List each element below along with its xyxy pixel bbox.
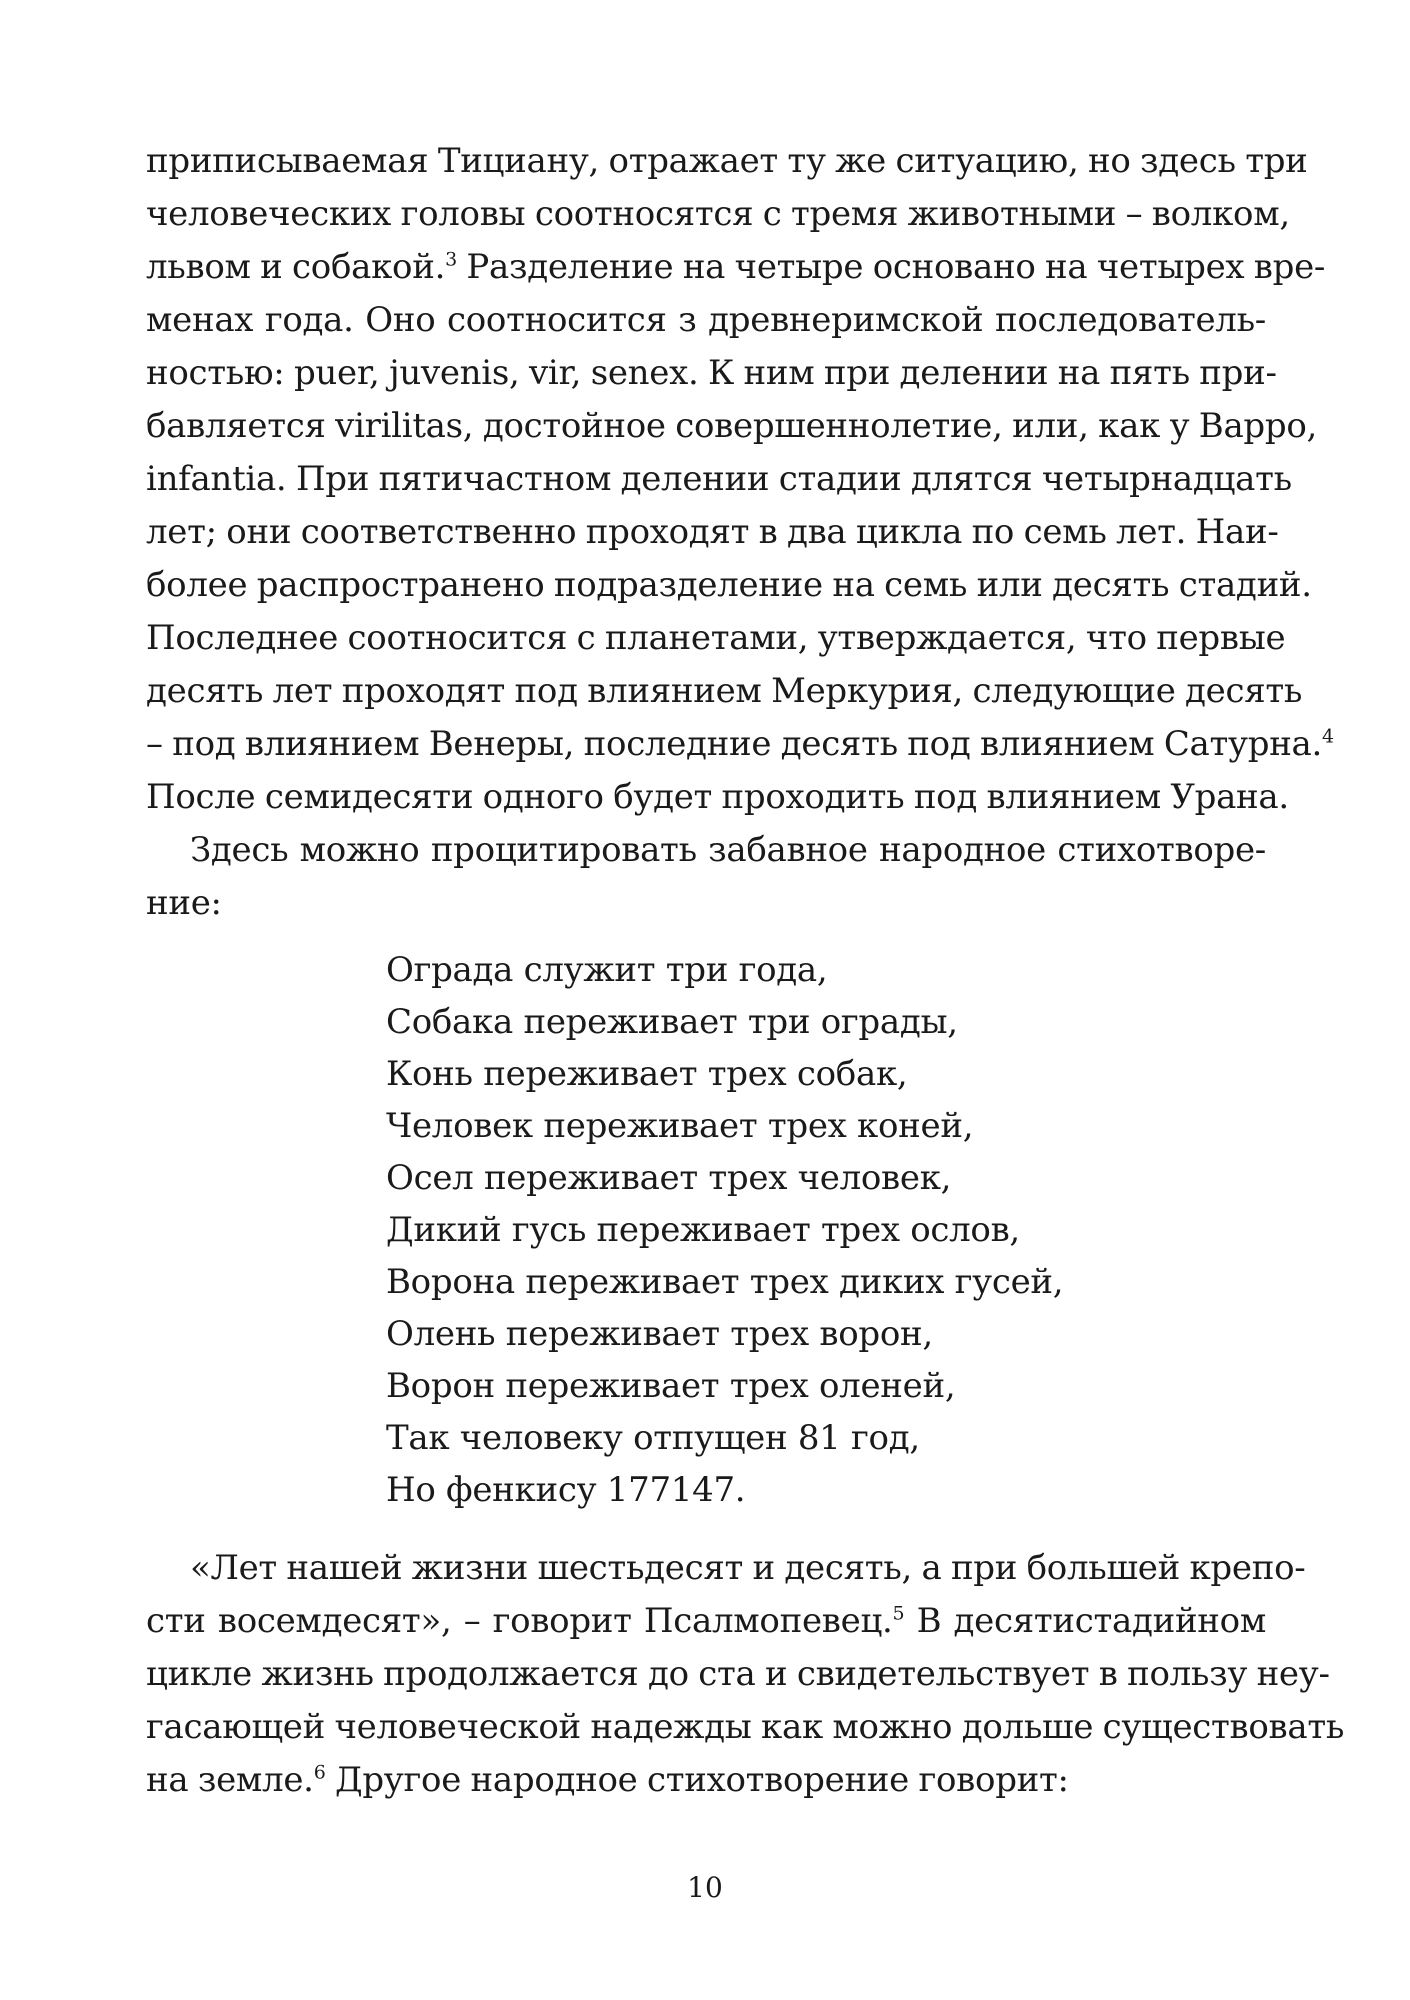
text-line: человеческих головы соотносятся с тремя животными – волком, [146,194,1290,234]
footnote-ref: 5 [892,1602,905,1625]
text-line: бавляется virilitas, достойное совершеннолетие, или, как у Варро, [146,406,1318,446]
text-line: Здесь можно процитировать забавное народное стихотворе- [190,830,1266,870]
text-fragment: – под влиянием Венеры, последние десять под влиянием Сатурна. [146,724,1323,764]
poem-line: Ограда служит три года, [386,950,828,990]
page-number: 10 [687,1871,723,1904]
text-line [146,1593,1266,1649]
text-line: цикле жизнь продолжается до ста и свидетельствует в пользу неу- [146,1654,1330,1694]
text-line: лет; они соответственно проходят в два цикла по семь лет. Наи- [146,512,1279,552]
text-line: более распространено подразделение на семь или десять стадий. [146,565,1312,605]
text-fragment: сти восемдесят», – говорит Псалмопевец. [146,1601,893,1641]
text-line [146,1752,1266,1808]
poem-line: Собака переживает три ограды, [386,1002,958,1042]
text-fragment: львом и собакой. [146,247,446,287]
text-line [146,716,1334,772]
text-line: «Лет нашей жизни шестьдесят и десять, а при большей крепо- [190,1548,1306,1588]
footnote-ref: 6 [313,1761,326,1784]
poem-line: Человек переживает трех коней, [386,1106,974,1146]
poem-line: Осел переживает трех человек, [386,1158,952,1198]
text-line: Последнее соотносится с планетами, утверждается, что первые [146,618,1286,658]
poem-line: Ворон переживает трех оленей, [386,1366,956,1406]
text-fragment: Разделение на четыре основано на четырех вре- [466,247,1326,287]
text-line: ние: [146,883,222,923]
text-line: гасающей человеческой надежды как можно дольше существовать [146,1707,1345,1747]
poem-line: Но фенкису 177147. [386,1470,746,1510]
footnote-ref: 4 [1322,725,1334,748]
text-line [146,239,1326,295]
text-line: ностью: puer, juvenis, vir, senex. К ним при делении на пять при- [146,353,1277,393]
footnote-ref: 3 [445,248,457,271]
poem-line: Ворона переживает трех диких гусей, [386,1262,1064,1302]
text-fragment: на земле. [146,1760,314,1800]
text-fragment: В десятистадийном [916,1601,1266,1641]
poem-line: Конь переживает трех собак, [386,1054,908,1094]
poem-line: Олень переживает трех ворон, [386,1314,933,1354]
text-line: менах года. Оно соотносится з древнеримской последователь- [146,300,1266,340]
text-line: infantia. При пятичастном делении стадии длятся четырнадцать [146,459,1292,499]
text-fragment: Другое народное стихотворение говорит: [335,1760,1069,1800]
text-line: приписываемая Тициану, отражает ту же ситуацию, но здесь три [146,141,1308,181]
text-line: десять лет проходят под влиянием Меркурия, следующие десять [146,671,1303,711]
text-line: После семидесяти одного будет проходить под влиянием Урана. [146,777,1289,817]
poem-line: Дикий гусь переживает трех ослов, [386,1210,1020,1250]
poem-line: Так человеку отпущен 81 год, [386,1418,920,1458]
